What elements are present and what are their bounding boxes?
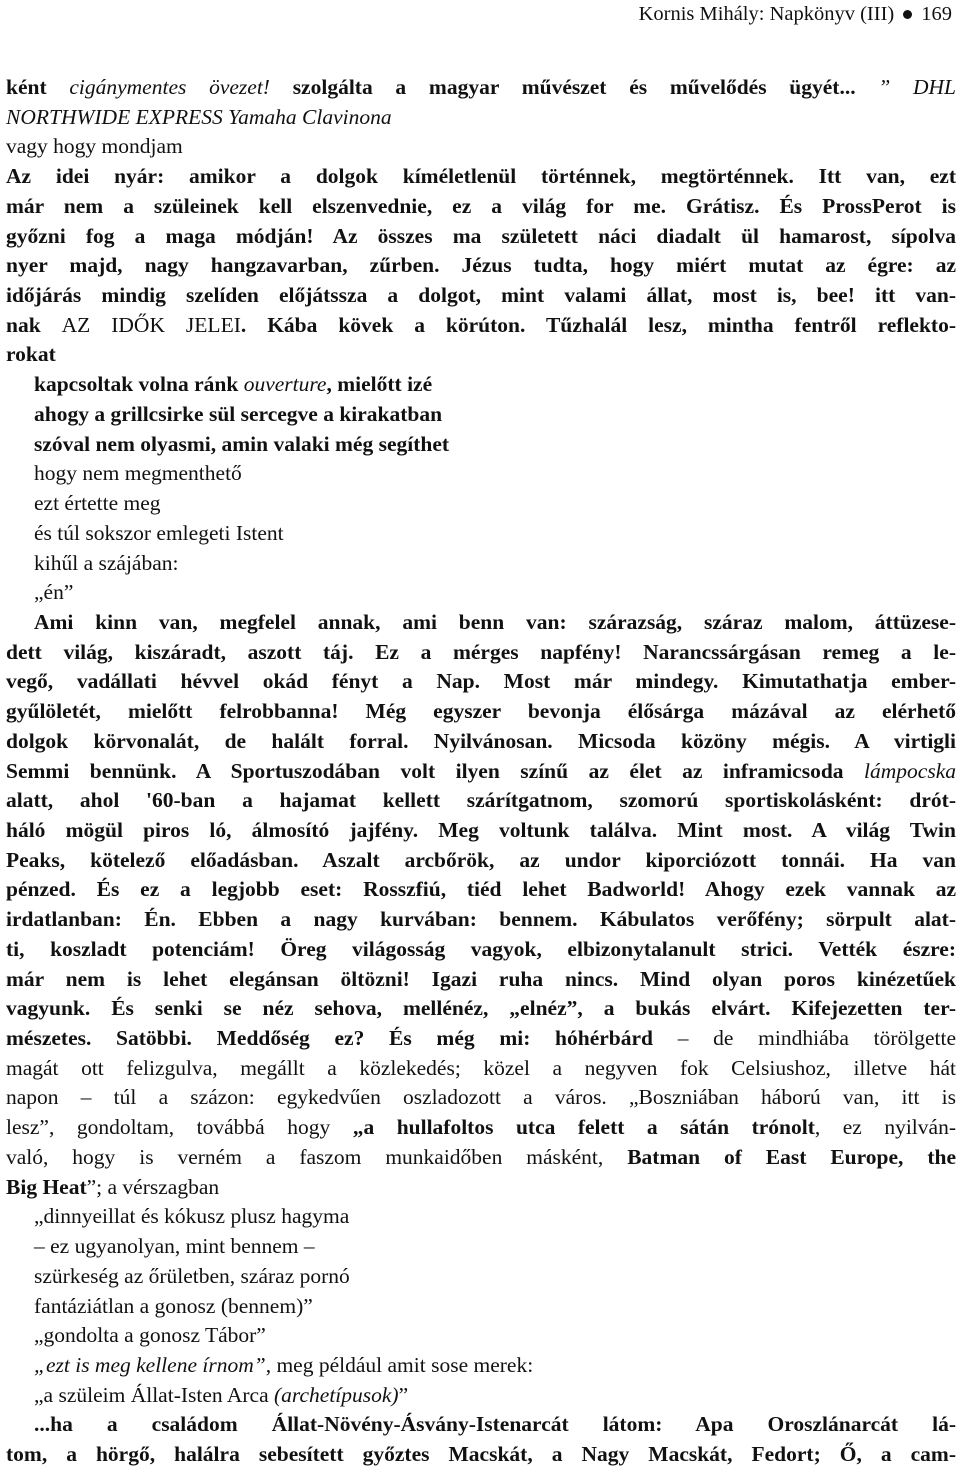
text-run: „a szüleim Állat-Isten Arca [34, 1382, 274, 1407]
text-run: vagyunk. És senki se néz sehova, mellénéz, „elnéz”, a bukás elvárt. Kifejezetten ter- [6, 996, 956, 1021]
text-line [6, 935, 956, 964]
text-line [34, 489, 161, 518]
text-line [6, 816, 956, 845]
running-title: Kornis Mihály: Napkönyv (III) [638, 3, 895, 25]
text-run: vegő, vadállati hévvel okád fényt a Nap. Most már mindegy. Kimutathatja ember- [6, 669, 956, 694]
text-line [6, 994, 956, 1023]
text-line [34, 608, 956, 637]
text-line [34, 1232, 315, 1261]
text-run: „dinnyeillat és kókusz plusz hagyma [34, 1204, 350, 1229]
text-line [6, 786, 956, 815]
text-line [6, 132, 183, 161]
text-line [6, 281, 956, 310]
text-line [34, 1351, 533, 1380]
text-line [6, 638, 956, 667]
text-run: „gondolta a gonosz Tábor” [34, 1323, 266, 1348]
text-run: ti, koszladt potenciám! Öreg világosság vagyok, elbizonytalanult strici. Vették észre: [6, 936, 956, 961]
text-line [34, 1381, 408, 1410]
text-run: Az idei nyár: amikor a dolgok kíméletlenül történnek, megtörténnek. Itt van, ezt [6, 164, 956, 189]
text-run: ” [398, 1382, 409, 1407]
text-run: és túl sokszor emlegeti Istent [34, 520, 284, 545]
text-line [6, 103, 392, 132]
text-run: ahogy a grillcsirke sül sercegve a kirakatban [34, 401, 443, 426]
text-run: Semmi bennünk. A Sportuszodában volt ilyen színű az élet az inframicsoda [6, 758, 865, 783]
text-run: AZ IDŐK JELEI [61, 312, 241, 337]
text-run: , mielőtt izé [326, 372, 433, 397]
text-line [34, 459, 242, 488]
text-line [6, 965, 956, 994]
text-run: magát ott felizgulva, megállt a közlekedés; közel a negyven fok Celsiushoz, illetve hát [6, 1055, 956, 1080]
text-run: szóval nem olyasmi, amin valaki még segíthet [34, 431, 450, 456]
page-number: 169 [921, 3, 952, 25]
text-line [6, 1083, 956, 1112]
text-run: már nem a szüleinek kell elszenvednie, ez a világ for me. Grátisz. És ProssPerot is [6, 193, 956, 218]
text-line [6, 1113, 956, 1142]
text-line [34, 400, 442, 429]
text-run: , meg például amit sose merek: [265, 1352, 534, 1377]
text-line [6, 311, 956, 340]
text-run: napon – túl a százon: egykedvűen oszladozott a város. „Boszniában háború van, itt is [6, 1085, 956, 1110]
text-run: lesz”, gondoltam, továbbá hogy [6, 1115, 353, 1140]
text-run: „ezt is meg kellene írnom” [34, 1352, 266, 1377]
text-run: – de mindhiába törölgette [653, 1026, 957, 1051]
text-run: , ez nyilván- [814, 1115, 956, 1140]
text-line [34, 430, 449, 459]
text-line [34, 549, 178, 578]
text-run: való, hogy is verném a faszom munkaidőben másként, [6, 1144, 628, 1169]
text-run: – ez ugyanolyan, mint bennem – [34, 1234, 315, 1259]
text-run: NORTHWIDE EXPRESS Yamaha Clavinona [6, 104, 392, 129]
bullet-separator-icon [903, 10, 912, 19]
text-line [6, 73, 956, 102]
text-line [34, 1202, 349, 1231]
text-line [34, 1410, 956, 1439]
text-run: ”; a vérszagban [86, 1174, 220, 1199]
text-run: ezt értette meg [34, 491, 161, 516]
text-run: nyer majd, nagy hangzavarban, zűrben. Jézus tudta, hogy miért mutat az égre: az [6, 253, 956, 278]
text-line [6, 192, 956, 221]
text-run: ouverture [243, 372, 327, 397]
text-run: ...ha a családom Állat-Növény-Ásvány-Istenarcát látom: Apa Oroszlánarcát lá- [34, 1412, 956, 1437]
text-run: gyűlöletét, mielőtt felrobbanna! Még egyszer bevonja élősárga mázával az elérhető [6, 699, 956, 724]
text-run: pénzed. És ez a legjobb eset: Rosszfiú, tiéd lehet Badworld! Ahogy ezek vannak az [6, 877, 956, 902]
text-run: tom, a hörgő, halálra sebesített győztes Macskát, a Nagy Macskát, Fedort; Ő, a cam- [6, 1442, 956, 1467]
text-run: fantáziátlan a gonosz (bennem)” [34, 1293, 313, 1318]
text-line [6, 222, 956, 251]
text-line [6, 1054, 956, 1083]
text-run: háló mögül piros ló, álmosító jajfény. Meg voltunk találva. Mint most. A világ Twin [6, 818, 956, 842]
text-line [6, 846, 956, 875]
text-run: Peaks, kötelező előadásban. Aszalt arcbőrök, az undor kiporciózott tonnái. Ha van [6, 847, 956, 872]
text-run: Ami kinn van, megfelel annak, ami benn van: szárazság, száraz malom, áttüzese- [34, 609, 956, 634]
text-run: lámpocska [864, 758, 956, 783]
text-line [6, 697, 956, 726]
text-line [6, 905, 956, 934]
text-run: szolgálta a magyar művészet és művelődés ügyét... [269, 75, 879, 99]
text-run: időjárás mindig szelíden előjátssza a dolgot, mint valami állat, most is, bee! itt van- [6, 283, 956, 308]
text-line [6, 1143, 956, 1172]
text-run: cigánymentes övezet! [69, 75, 270, 99]
text-line [6, 162, 956, 191]
text-run: alatt, ahol '60-ban a hajamat kellett szárítgatnom, szomorú sportiskolásként: drót- [6, 788, 956, 813]
text-run: ” DHL [878, 75, 957, 99]
text-line [6, 1024, 956, 1053]
text-line [6, 727, 956, 756]
text-run: Batman of East Europe, the [627, 1144, 956, 1169]
text-run: rokat [6, 342, 56, 367]
text-line [6, 1173, 219, 1202]
text-run: (archetípusok) [274, 1382, 399, 1407]
text-line [6, 667, 956, 696]
text-run: . Kába kövek a körúton. Tűzhalál lesz, mintha fentről reflekto- [240, 312, 956, 337]
text-run: dett világ, kiszáradt, aszott táj. Ez a mérges napfény! Narancssárgásan remeg a le- [6, 639, 956, 664]
text-run: irdatlanban: Én. Ebben a nagy kurvában: bennem. Kábulatos verőfény; sörpult alat- [6, 907, 956, 932]
text-line [34, 578, 73, 607]
text-run: „én” [34, 580, 74, 605]
text-run: Big Heat [6, 1174, 87, 1199]
text-run: vagy hogy mondjam [6, 134, 183, 159]
running-header [639, 0, 952, 28]
text-line [6, 875, 956, 904]
text-line [34, 370, 432, 399]
text-line [34, 1292, 313, 1321]
text-run: győzni fog a maga módján! Az összes ma született náci diadalt ül hamarost, sípolva [6, 223, 956, 248]
text-run: mészetes. Satöbbi. Meddőség ez? És még mi: hóhérbárd [6, 1026, 654, 1051]
text-line [34, 1262, 350, 1291]
text-line [6, 757, 956, 786]
text-run: már nem is lehet elegánsan öltözni! Igazi ruha nincs. Mind olyan poros kinézetűek [6, 966, 956, 991]
text-run: ként [6, 75, 70, 99]
text-line [34, 519, 284, 548]
text-run: szürkeség az őrületben, száraz pornó [34, 1263, 350, 1288]
text-run: hogy nem megmenthető [34, 461, 242, 486]
text-line [6, 340, 56, 369]
text-run: kapcsoltak volna ránk [34, 372, 244, 397]
text-line [6, 251, 956, 280]
text-line [34, 1321, 266, 1350]
text-run: „a hullafoltos utca felett a sátán trónolt [352, 1115, 815, 1140]
text-line [6, 1440, 956, 1469]
text-run: kihűl a szájában: [34, 550, 179, 575]
text-run: dolgok körvonalát, de halált forral. Nyilvánosan. Micsoda közöny mégis. A virtigli [6, 728, 956, 753]
text-run: nak [6, 312, 62, 337]
